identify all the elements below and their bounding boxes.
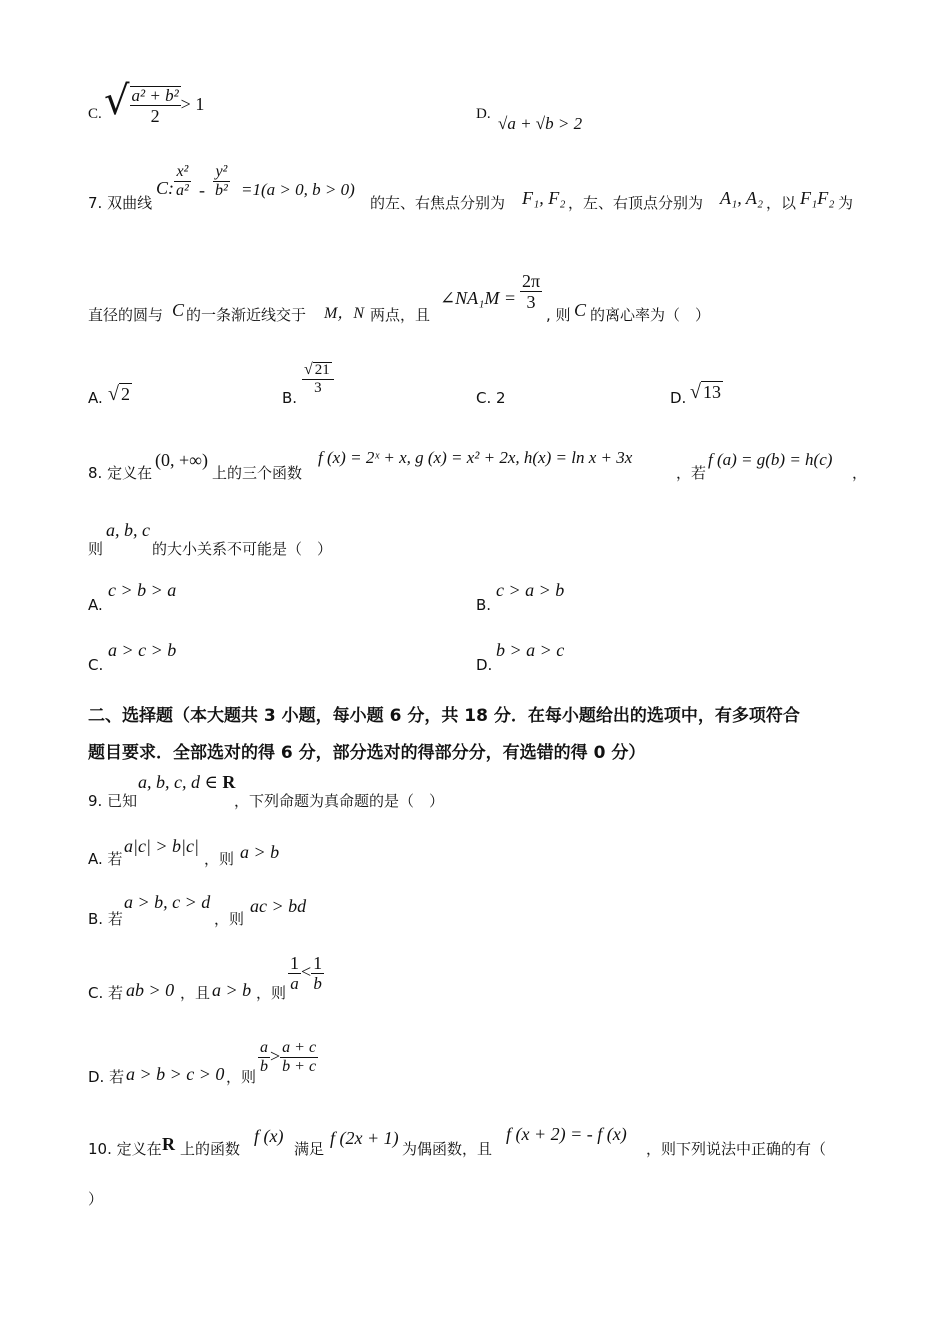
q8-vars: a, b, c	[106, 520, 150, 540]
q7-line2-text3: 两点，且	[370, 306, 431, 324]
q7-frac1: $\frac{\text{x²}}{\text{a²}}$	[176, 163, 189, 199]
q9-option-c-cond1: ab > 0	[126, 980, 175, 1000]
q7-foci: F₁, F₂	[522, 188, 566, 208]
q8-condition: f (a) = g(b) = h(c)	[708, 450, 833, 469]
q9-option-a-result: a > b	[240, 842, 280, 862]
q7-minus: -	[199, 180, 205, 200]
q6-c-denominator: 2	[150, 105, 160, 126]
q7-line2-text4: , 则	[546, 306, 571, 324]
q7-option-c: C. 2	[476, 389, 506, 407]
q9-option-b-label: B. 若	[88, 910, 123, 928]
q9-option-d-cond: a > b > c > 0	[126, 1064, 225, 1084]
q9-option-c-cond2: a > b	[212, 980, 252, 1000]
q8-line2-text: 的大小关系不可能是（ ）	[152, 540, 333, 558]
q9-option-a-label: A. 若	[88, 850, 123, 868]
q8-option-d-value: b > a > c	[496, 640, 565, 660]
q9-text: ，下列命题为真命题的是（ ）	[234, 792, 445, 810]
q8-line2-prefix: 则	[88, 540, 104, 558]
q7-f1f2: F₁F₂	[800, 188, 835, 208]
q10-f2x1: f (2x + 1)	[330, 1128, 399, 1148]
q6-option-d-expr: √a + √b > 2	[498, 114, 583, 133]
q9-option-d-fractions: $\frac{a}{b}$ > $\frac{a + c}{b + c}$	[260, 1039, 317, 1075]
q8-text1: 上的三个函数	[212, 464, 303, 482]
q7-option-b-value: $\frac{√ 21}{3}$	[302, 362, 334, 397]
q7-vertices: A₁, A₂	[720, 188, 764, 208]
q10-R: R	[162, 1134, 175, 1154]
q7-c1: C	[172, 300, 185, 320]
q7-option-b-label: B.	[282, 389, 298, 407]
q8-comma: ，	[852, 464, 868, 482]
q9-option-a-cond: a|c| > b|c|	[124, 836, 199, 856]
q7-line2-text5: 的离心率为（ ）	[590, 306, 711, 324]
q8-functions: f (x) = 2ˣ + x, g (x) = x² + 2x, h(x) = ln x + 3x	[318, 448, 633, 467]
q7-angle: ∠NA₁M =	[440, 288, 516, 308]
q10-condition: f (x + 2) = - f (x)	[506, 1124, 627, 1144]
q8-prefix: 8. 定义在	[88, 464, 153, 482]
q7-option-a-label: A.	[88, 389, 103, 407]
q8-option-c-value: a > c > b	[108, 640, 177, 660]
q6-option-d-label: D.	[476, 106, 491, 122]
q7-mn: M，N	[324, 305, 365, 322]
q9-option-c-label: C. 若	[88, 984, 124, 1002]
q7-curve-name: C:	[156, 178, 174, 198]
q6-c-numerator: a² + b²	[131, 86, 179, 106]
q8-option-a-value: c > b > a	[108, 580, 177, 600]
section-heading-line1: 二、选择题（本大题共 3 小题，每小题 6 分，共 18 分．在每小题给出的选项中，有多项符合	[88, 706, 800, 726]
q8-option-c-label: C.	[88, 656, 104, 674]
q9-option-d-then: ，则	[226, 1068, 257, 1086]
q6-c-rhs: > 1	[180, 94, 205, 114]
q7-text2: ，左、右顶点分别为	[568, 194, 704, 212]
q8-text2: ，若	[676, 464, 707, 482]
q7-option-d-value: √ 13	[690, 381, 721, 403]
q7-c2: C	[574, 300, 587, 320]
q10-prefix: 10. 定义在	[88, 1140, 162, 1158]
q9-option-d-label: D. 若	[88, 1068, 125, 1086]
q7-text3: ，以	[766, 194, 797, 212]
q9-option-b-then: ，则	[214, 910, 245, 928]
q10-line2: ）	[88, 1190, 104, 1208]
q7-line2-text1: 直径的圆与	[88, 306, 164, 324]
q8-interval: (0, +∞)	[155, 450, 208, 470]
q9-option-a-then: ，则	[204, 850, 235, 868]
q9-option-c-and: ，且	[180, 984, 211, 1002]
q6-option-c-label: C.	[88, 106, 102, 122]
q6-option-c-expr: √ $\frac{\text{a² + b²}}{2}$ > 1	[104, 78, 205, 126]
q9-option-b-cond: a > b, c > d	[124, 892, 211, 912]
q10-text1: 上的函数	[180, 1140, 241, 1158]
q7-text1: 的左、右焦点分别为	[370, 194, 506, 212]
q9-option-c-then: ，则	[256, 984, 287, 1002]
q9-option-b-result: ac > bd	[250, 896, 307, 916]
q7-frac2: $\frac{\text{y²}}{\text{b²}}$	[215, 163, 228, 199]
q7-option-a-value: √ 2	[108, 383, 130, 405]
q9-option-c-fractions: $\frac{1}{a}$ < $\frac{1}{b}$	[290, 953, 323, 993]
q10-text4: ，则下列说法中正确的有（	[646, 1140, 827, 1158]
q7-line2-text2: 的一条渐近线交于	[186, 306, 307, 324]
q7-equation-rest: =1(a > 0, b > 0)	[241, 180, 355, 199]
q7-text4: 为	[838, 194, 854, 212]
q10-text3: 为偶函数，且	[402, 1140, 493, 1158]
q8-option-d-label: D.	[476, 656, 493, 674]
q9-prefix: 9. 已知	[88, 792, 138, 810]
q7-prefix: 7. 双曲线	[88, 194, 153, 212]
q10-fx: f (x)	[254, 1126, 284, 1146]
q8-option-a-label: A.	[88, 596, 103, 614]
q7-angle-frac: $\frac{2\pi}{3}$	[522, 271, 541, 312]
q10-text2: 满足	[294, 1140, 325, 1158]
q9-vars: a, b, c, d ∈ R	[138, 772, 236, 792]
section-heading-line2: 题目要求．全部选对的得 6 分，部分选对的得部分分，有选错的得 0 分）	[88, 743, 646, 763]
q8-option-b-value: c > a > b	[496, 580, 565, 600]
q7-option-d-label: D.	[670, 389, 687, 407]
q8-option-b-label: B.	[476, 596, 492, 614]
